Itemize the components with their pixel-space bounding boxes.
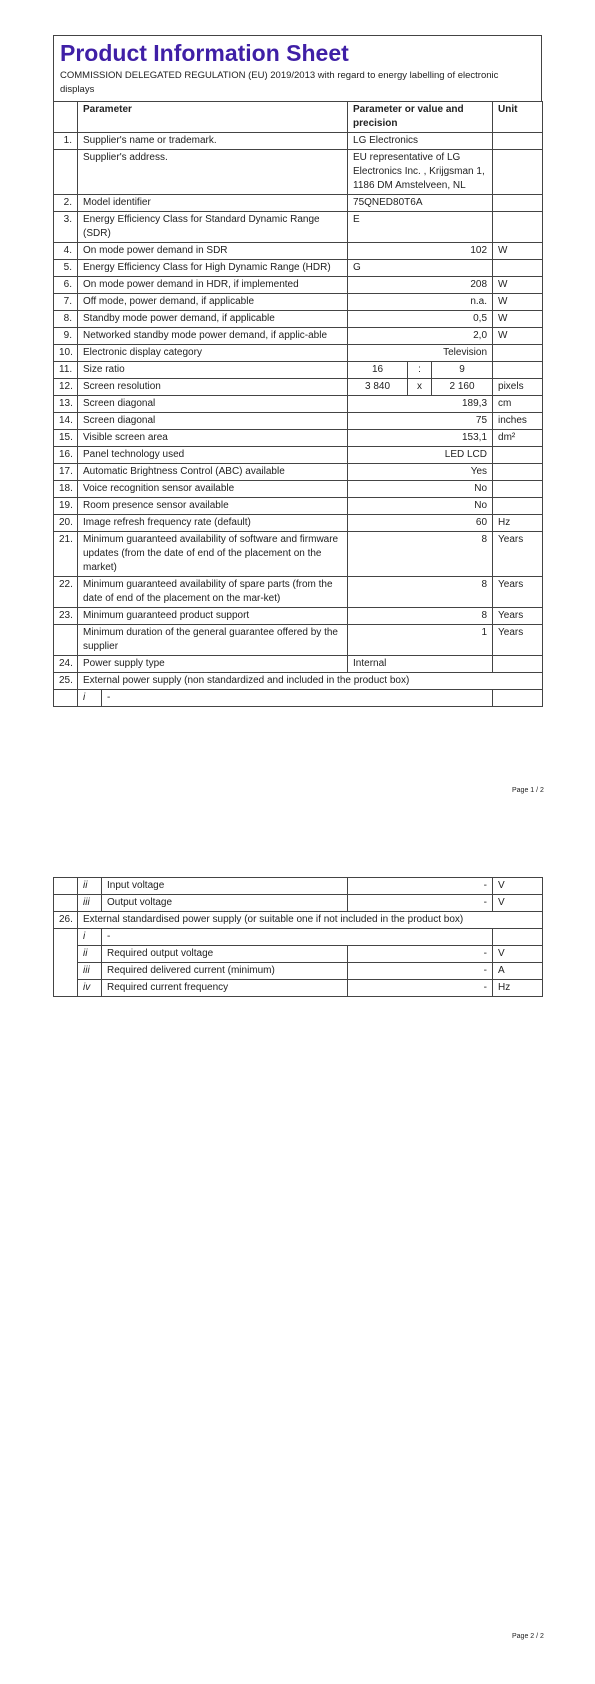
column-header-unit: Unit [493,102,543,133]
subrow-unit: V [493,946,543,963]
row-label: Minimum guaranteed product support [78,608,348,625]
table-row [54,362,543,379]
row-value: 8 [348,577,493,608]
table-row [54,673,543,690]
parameters-table [53,101,543,707]
page-title: Product Information Sheet [60,40,349,66]
row-label: Standby mode power demand, if applicable [78,311,348,328]
table-row [54,912,543,929]
table-row [54,498,543,515]
table-row [54,345,543,362]
row-value: 1 [348,625,493,656]
product-info-sheet-page-2 [53,877,542,997]
row-number: 25. [54,673,78,690]
row-number: 22. [54,577,78,608]
row-number [54,150,78,195]
row-label: Minimum duration of the general guarantee offered by the supplier [78,625,348,656]
table-row [54,413,543,430]
subrow-label: Required current frequency [102,980,348,997]
row-label: Automatic Brightness Control (ABC) available [78,464,348,481]
row-value: No [348,481,493,498]
sheet-header [53,35,542,101]
row-label: Panel technology used [78,447,348,464]
row-unit [493,362,543,379]
table-row [54,133,543,150]
row-number: 8. [54,311,78,328]
resolution-height: 2 160 [432,379,493,396]
row-number: 26. [54,912,78,929]
row-unit: Years [493,625,543,656]
row-value: 75 [348,413,493,430]
row-value: LG Electronics [348,133,493,150]
table-row [54,532,543,577]
table-row [54,328,543,345]
row-value: 8 [348,608,493,625]
row-number: 17. [54,464,78,481]
row-value: LED LCD [348,447,493,464]
row-value: Yes [348,464,493,481]
row-number: 13. [54,396,78,413]
table-row [54,464,543,481]
row-number: 19. [54,498,78,515]
row-number: 6. [54,277,78,294]
row-value: 8 [348,532,493,577]
subrow-label: Output voltage [102,895,348,912]
table-row [54,379,543,396]
table-row [54,294,543,311]
row-label: Screen diagonal [78,396,348,413]
ratio-separator: : [408,362,432,379]
row-label: Minimum guaranteed availability of software and firmware updates (from the date of end of the placement on the market) [78,532,348,577]
row-value: 189,3 [348,396,493,413]
row-label: Supplier's name or trademark. [78,133,348,150]
row-unit: dm² [493,430,543,447]
row-number: 11. [54,362,78,379]
row-label: Energy Efficiency Class for Standard Dynamic Range (SDR) [78,212,348,243]
subrow-number: ii [78,878,102,895]
page-number-1: Page 1 / 2 [512,787,544,794]
table-row [54,430,543,447]
row-label: Model identifier [78,195,348,212]
resolution-separator: x [408,379,432,396]
row-unit: W [493,294,543,311]
row-number: 5. [54,260,78,277]
row-unit: W [493,277,543,294]
row-value: Internal [348,656,493,673]
row-label: Power supply type [78,656,348,673]
table-row [54,447,543,464]
row-value: Television [348,345,493,362]
row-unit: W [493,328,543,345]
row-value: 153,1 [348,430,493,447]
subrow-number: iii [78,963,102,980]
row-value: 75QNED80T6A [348,195,493,212]
row-label: Supplier's address. [78,150,348,195]
table-row [54,277,543,294]
subrow-unit: A [493,963,543,980]
table-row [54,608,543,625]
column-header-value: Parameter or value and precision [348,102,493,133]
subrow-value: - [348,946,493,963]
row-label: Size ratio [78,362,348,379]
table-subrow [54,895,543,912]
row-number: 21. [54,532,78,577]
row-unit [493,481,543,498]
table-row [54,243,543,260]
row-unit: W [493,243,543,260]
subrow-label: Required output voltage [102,946,348,963]
row-value: E [348,212,493,243]
row-value: No [348,498,493,515]
row-value: 60 [348,515,493,532]
row-number: 20. [54,515,78,532]
subrow-number: i [78,929,102,946]
row-number: 14. [54,413,78,430]
table-row [54,577,543,608]
row-label: Screen resolution [78,379,348,396]
table-subrow [54,690,543,707]
row-label: Off mode, power demand, if applicable [78,294,348,311]
row-unit: cm [493,396,543,413]
row-unit: Years [493,532,543,577]
row-number: 16. [54,447,78,464]
table-row [54,396,543,413]
row-number: 4. [54,243,78,260]
row-unit [493,447,543,464]
row-unit: inches [493,413,543,430]
row-unit [493,195,543,212]
row-value: 0,5 [348,311,493,328]
subrow-label: - [102,929,493,946]
row-label: Screen diagonal [78,413,348,430]
subrow-number: i [78,690,102,707]
row-number: 12. [54,379,78,396]
row-number: 18. [54,481,78,498]
table-header-row [54,102,543,133]
row-unit [493,464,543,481]
table-subrow [54,878,543,895]
subrow-unit: V [493,895,543,912]
regulation-subtitle: COMMISSION DELEGATED REGULATION (EU) 2019/2013 with regard to energy labelling of electronic displays [60,70,499,95]
row-unit [493,133,543,150]
table-row [54,195,543,212]
subrow-label: Required delivered current (minimum) [102,963,348,980]
row-number: 2. [54,195,78,212]
table-row [54,260,543,277]
row-unit [493,212,543,243]
row-value: n.a. [348,294,493,311]
row-label: Networked standby mode power demand, if applic-able [78,328,348,345]
row-label: Electronic display category [78,345,348,362]
row-value: 2,0 [348,328,493,345]
table-row [54,515,543,532]
row-value: 208 [348,277,493,294]
row-label: On mode power demand in SDR [78,243,348,260]
product-info-sheet-page-1 [53,35,542,707]
table-row [54,656,543,673]
table-subrow [54,980,543,997]
subrow-number: iii [78,895,102,912]
row-unit [493,345,543,362]
table-row [54,212,543,243]
row-label: External power supply (non standardized and included in the product box) [78,673,543,690]
row-number: 24. [54,656,78,673]
row-number: 7. [54,294,78,311]
row-value: 102 [348,243,493,260]
row-label: Room presence sensor available [78,498,348,515]
row-label: Visible screen area [78,430,348,447]
row-label: External standardised power supply (or suitable one if not included in the product box) [78,912,543,929]
row-unit [493,260,543,277]
page-number-2: Page 2 / 2 [512,1633,544,1640]
subrow-value: - [348,895,493,912]
table-row [54,625,543,656]
table-row [54,481,543,498]
subrow-label: Input voltage [102,878,348,895]
table-row [54,311,543,328]
row-unit: Years [493,608,543,625]
row-unit [493,150,543,195]
parameters-table-continued [53,877,543,997]
subrow-value: - [348,980,493,997]
table-row [54,150,543,195]
ratio-height: 9 [432,362,493,379]
row-unit [493,656,543,673]
row-label: On mode power demand in HDR, if implemented [78,277,348,294]
subrow-number: iv [78,980,102,997]
table-subrow [54,929,543,946]
row-unit: W [493,311,543,328]
row-value: EU representative of LG Electronics Inc. , Krijgsman 1, 1186 DM Amstelveen, NL [348,150,493,195]
row-unit: pixels [493,379,543,396]
subrow-label: - [102,690,493,707]
subrow-unit: V [493,878,543,895]
row-label: Voice recognition sensor available [78,481,348,498]
row-unit: Years [493,577,543,608]
ratio-width: 16 [348,362,408,379]
row-number: 10. [54,345,78,362]
row-number: 1. [54,133,78,150]
row-label: Minimum guaranteed availability of spare parts (from the date of end of the placement on the mar-ket) [78,577,348,608]
row-unit [493,498,543,515]
row-number: 3. [54,212,78,243]
subrow-value: - [348,963,493,980]
resolution-width: 3 840 [348,379,408,396]
row-number: 23. [54,608,78,625]
row-unit: Hz [493,515,543,532]
column-header-parameter: Parameter [78,102,348,133]
row-number [54,625,78,656]
row-value: G [348,260,493,277]
row-number: 15. [54,430,78,447]
subrow-unit: Hz [493,980,543,997]
table-subrow [54,946,543,963]
row-label: Image refresh frequency rate (default) [78,515,348,532]
row-label: Energy Efficiency Class for High Dynamic Range (HDR) [78,260,348,277]
row-number: 9. [54,328,78,345]
subrow-number: ii [78,946,102,963]
table-subrow [54,963,543,980]
subrow-value: - [348,878,493,895]
